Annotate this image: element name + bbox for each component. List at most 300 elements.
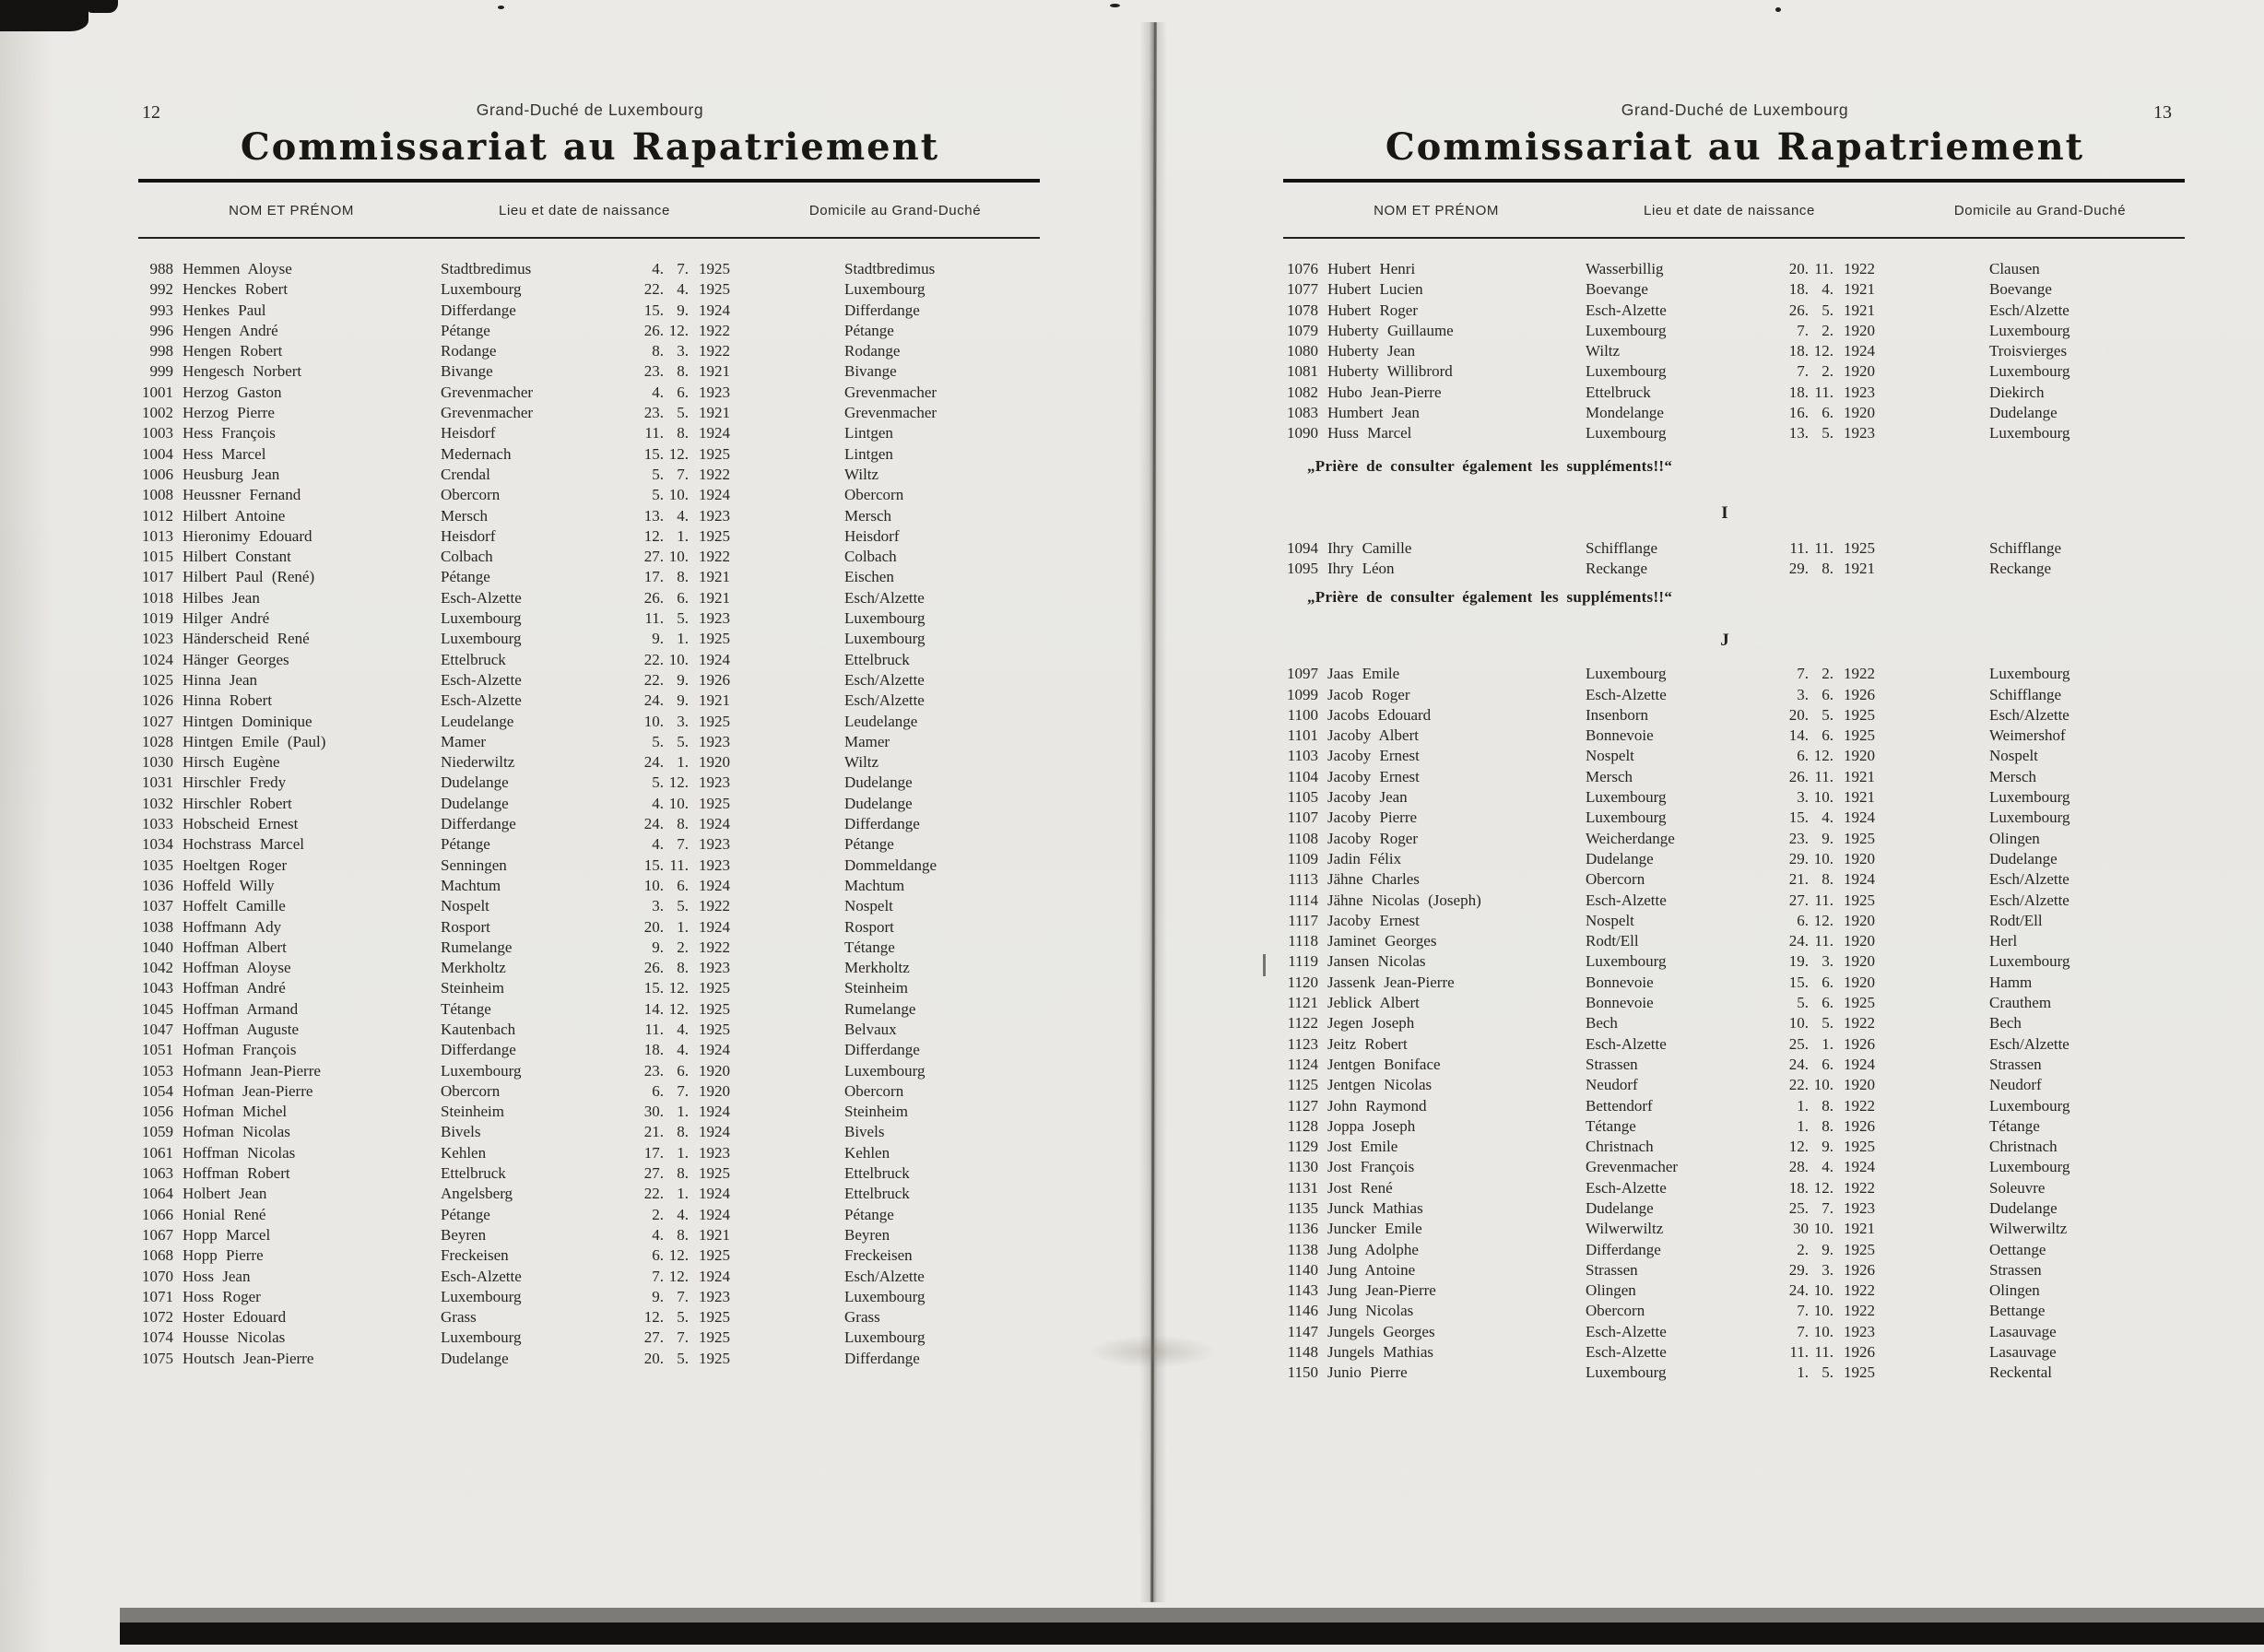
birthplace: Dudelange bbox=[441, 773, 509, 792]
entry-number: 1034 bbox=[142, 835, 173, 854]
scan-smudge bbox=[1088, 1335, 1217, 1368]
domicile: Strassen bbox=[1989, 1260, 2042, 1279]
column-headers bbox=[129, 183, 1051, 237]
birthplace: Nospelt bbox=[441, 897, 489, 915]
person-name: Hubert Roger bbox=[1327, 301, 1419, 319]
birth-year: 1921 bbox=[1844, 301, 1875, 319]
birth-month: 3. bbox=[677, 712, 689, 730]
register-rows-h2 bbox=[1274, 259, 2196, 444]
register-row bbox=[1274, 538, 2196, 559]
birthplace: Rodange bbox=[441, 342, 497, 360]
entry-number: 1143 bbox=[1287, 1281, 1318, 1300]
register-row bbox=[1274, 829, 2196, 849]
birth-year: 1924 bbox=[699, 1123, 730, 1141]
birth-month: 4. bbox=[677, 1205, 689, 1223]
birth-month: 12. bbox=[668, 321, 689, 339]
birth-year: 1922 bbox=[1844, 1014, 1875, 1032]
domicile: Wilwerwiltz bbox=[1989, 1220, 2068, 1238]
register-row bbox=[1274, 1240, 2196, 1260]
birth-month: 4. bbox=[677, 506, 689, 525]
domicile: Dudelange bbox=[1989, 849, 2058, 867]
birth-day: 20. bbox=[1788, 260, 1809, 277]
person-name: Jungels Mathias bbox=[1327, 1343, 1434, 1362]
birth-year: 1926 bbox=[699, 670, 730, 689]
birth-day: 3. bbox=[1797, 788, 1809, 807]
domicile: Mamer bbox=[844, 732, 890, 750]
register-row bbox=[129, 567, 1051, 587]
register-row bbox=[1274, 279, 2196, 300]
domicile: Ettelbruck bbox=[844, 1185, 910, 1203]
entry-number: 1063 bbox=[142, 1164, 173, 1183]
register-row bbox=[1274, 746, 2196, 766]
entry-number: 1131 bbox=[1287, 1178, 1318, 1197]
birth-day: 1. bbox=[1797, 1096, 1809, 1115]
birth-day: 25. bbox=[1788, 1198, 1809, 1217]
birth-month: 6. bbox=[1822, 685, 1834, 703]
entry-number: 1047 bbox=[142, 1020, 173, 1038]
birthplace: Schifflange bbox=[1586, 538, 1658, 557]
birth-day: 18. bbox=[1788, 383, 1809, 401]
entry-number: 1030 bbox=[142, 753, 173, 772]
register-row bbox=[1274, 1280, 2196, 1301]
birth-month: 10. bbox=[1813, 788, 1834, 807]
person-name: Herzog Gaston bbox=[183, 383, 282, 401]
entry-number: 1127 bbox=[1287, 1096, 1318, 1115]
person-name: Heussner Fernand bbox=[183, 486, 301, 504]
domicile: Luxembourg bbox=[844, 609, 926, 628]
birth-year: 1923 bbox=[699, 773, 730, 792]
birth-month: 12. bbox=[1813, 342, 1834, 360]
birth-year: 1926 bbox=[1844, 1343, 1875, 1362]
birth-day: 20. bbox=[1788, 705, 1809, 724]
domicile: Beyren bbox=[844, 1225, 890, 1244]
birth-month: 10. bbox=[668, 650, 689, 668]
entry-number: 1032 bbox=[142, 794, 173, 812]
birth-year: 1920 bbox=[1844, 932, 1875, 950]
entry-number: 1105 bbox=[1287, 788, 1318, 807]
domicile: Reckental bbox=[1989, 1363, 2052, 1382]
scan-left-edge-shadow bbox=[0, 0, 65, 1652]
birthplace: Luxembourg bbox=[1586, 321, 1667, 339]
birthplace: Mondelange bbox=[1586, 404, 1664, 422]
birth-month: 1. bbox=[677, 753, 689, 772]
domicile: Hamm bbox=[1989, 973, 2033, 991]
entry-number: 1051 bbox=[142, 1041, 173, 1059]
register-row bbox=[1274, 808, 2196, 828]
birth-month: 10. bbox=[1813, 1281, 1834, 1300]
birthplace: Rosport bbox=[441, 917, 490, 936]
birthplace: Niederwiltz bbox=[441, 753, 515, 772]
register-row bbox=[129, 301, 1051, 321]
domicile: Luxembourg bbox=[1989, 362, 2070, 381]
birth-year: 1925 bbox=[699, 712, 730, 730]
birth-month: 5. bbox=[677, 404, 689, 422]
birth-day: 18. bbox=[1788, 280, 1809, 299]
birth-day: 7. bbox=[652, 1267, 664, 1285]
birth-month: 9. bbox=[677, 670, 689, 689]
birthplace: Bech bbox=[1586, 1014, 1618, 1032]
domicile: Strassen bbox=[1989, 1055, 2042, 1073]
birth-day: 1. bbox=[1797, 1363, 1809, 1382]
birthplace: Colbach bbox=[441, 548, 493, 566]
domicile: Diekirch bbox=[1989, 383, 2045, 401]
birthplace: Nospelt bbox=[1586, 747, 1634, 765]
domicile: Steinheim bbox=[844, 979, 908, 997]
entry-number: 1108 bbox=[1287, 829, 1318, 847]
register-row bbox=[1274, 705, 2196, 726]
register-row bbox=[129, 917, 1051, 938]
register-row bbox=[129, 1143, 1051, 1163]
person-name: Heusburg Jean bbox=[183, 465, 280, 483]
birthplace: Luxembourg bbox=[1586, 665, 1667, 683]
domicile: Wiltz bbox=[844, 465, 879, 483]
birth-day: 2. bbox=[652, 1205, 664, 1223]
scan-bottom-gray-bar bbox=[120, 1608, 2264, 1622]
birth-month: 11. bbox=[1814, 932, 1834, 950]
birth-month: 12. bbox=[668, 999, 689, 1018]
person-name: Jung Jean-Pierre bbox=[1327, 1281, 1436, 1300]
domicile: Soleuvre bbox=[1989, 1178, 2046, 1197]
birth-year: 1926 bbox=[1844, 1034, 1875, 1053]
person-name: Jadin Félix bbox=[1327, 849, 1402, 867]
domicile: Bettange bbox=[1989, 1302, 2046, 1320]
birth-day: 10. bbox=[643, 712, 664, 730]
person-name: Hoffman Armand bbox=[183, 999, 299, 1018]
birth-day: 4. bbox=[652, 383, 664, 401]
birthplace: Dudelange bbox=[1586, 849, 1654, 867]
birthplace: Rodt/Ell bbox=[1586, 932, 1639, 950]
entry-number: 1113 bbox=[1288, 870, 1318, 889]
birth-month: 11. bbox=[1814, 383, 1834, 401]
entry-number: 1019 bbox=[142, 609, 173, 628]
birth-month: 6. bbox=[1822, 726, 1834, 745]
birth-day: 6. bbox=[652, 1246, 664, 1265]
column-header-name: NOM ET PRÉNOM bbox=[1374, 203, 1499, 218]
register-row bbox=[1274, 1301, 2196, 1321]
register-row bbox=[1274, 1342, 2196, 1363]
entry-number: 1004 bbox=[142, 444, 173, 463]
domicile: Dudelange bbox=[844, 773, 913, 792]
birth-day: 6. bbox=[652, 1081, 664, 1100]
domicile: Esch/Alzette bbox=[844, 670, 925, 689]
person-name: Hilbes Jean bbox=[183, 588, 260, 607]
register-row bbox=[129, 506, 1051, 526]
birth-day: 4. bbox=[652, 260, 664, 277]
entry-number: 998 bbox=[149, 342, 173, 360]
birth-year: 1923 bbox=[699, 732, 730, 750]
birth-year: 1925 bbox=[1844, 538, 1875, 557]
person-name: Jentgen Nicolas bbox=[1327, 1076, 1433, 1094]
register-row bbox=[129, 958, 1051, 978]
birth-day: 18. bbox=[1788, 342, 1809, 360]
birth-year: 1925 bbox=[699, 1020, 730, 1038]
entry-number: 999 bbox=[149, 362, 173, 381]
register-row bbox=[129, 1349, 1051, 1369]
birth-day: 18. bbox=[643, 1041, 664, 1059]
birth-year: 1922 bbox=[699, 321, 730, 339]
birthplace: Esch-Alzette bbox=[441, 588, 522, 607]
scan-bottom-black-bar bbox=[120, 1622, 2264, 1645]
birth-day: 26. bbox=[643, 959, 664, 977]
birth-year: 1925 bbox=[1844, 891, 1875, 909]
birth-month: 2. bbox=[1822, 362, 1834, 381]
person-name: Hoster Edouard bbox=[183, 1308, 287, 1327]
person-name: Hofman Nicolas bbox=[183, 1123, 290, 1141]
birthplace: Luxembourg bbox=[441, 280, 522, 299]
birthplace: Grevenmacher bbox=[441, 404, 534, 422]
birth-year: 1925 bbox=[699, 794, 730, 812]
entry-number: 1033 bbox=[142, 815, 173, 833]
birth-year: 1923 bbox=[1844, 1322, 1875, 1340]
birth-year: 1924 bbox=[699, 1185, 730, 1203]
birthplace: Esch-Alzette bbox=[1586, 891, 1667, 909]
birth-month: 3. bbox=[677, 342, 689, 360]
entry-number: 1042 bbox=[142, 959, 173, 977]
birth-year: 1924 bbox=[699, 301, 730, 319]
birthplace: Neudorf bbox=[1586, 1076, 1638, 1094]
register-row bbox=[129, 1287, 1051, 1307]
column-header-birth: Lieu et date de naissance bbox=[1644, 203, 1815, 218]
person-name: Holbert Jean bbox=[183, 1185, 267, 1203]
person-name: Hubo Jean-Pierre bbox=[1327, 383, 1442, 401]
birth-year: 1924 bbox=[699, 1103, 730, 1121]
entry-number: 1097 bbox=[1287, 665, 1318, 683]
birth-day: 28. bbox=[1788, 1158, 1809, 1176]
birth-day: 10. bbox=[643, 876, 664, 894]
birth-year: 1923 bbox=[699, 1287, 730, 1305]
birth-year: 1920 bbox=[1844, 952, 1875, 971]
scan-artifact-top-left bbox=[0, 0, 88, 31]
person-name: Hengesch Norbert bbox=[183, 362, 302, 381]
entry-number: 1067 bbox=[142, 1225, 173, 1244]
birthplace: Leudelange bbox=[441, 712, 514, 730]
domicile: Rosport bbox=[844, 917, 894, 936]
birth-year: 1921 bbox=[1844, 767, 1875, 785]
entry-number: 1056 bbox=[142, 1103, 173, 1121]
domicile: Lasauvage bbox=[1989, 1343, 2057, 1362]
register-row bbox=[129, 361, 1051, 382]
birth-day: 29. bbox=[1788, 1260, 1809, 1279]
birth-day: 15. bbox=[643, 856, 664, 874]
birth-day: 7. bbox=[1797, 321, 1809, 339]
domicile: Kehlen bbox=[844, 1143, 890, 1162]
birth-month: 5. bbox=[677, 609, 689, 628]
birth-month: 8. bbox=[677, 959, 689, 977]
birth-day: 22. bbox=[643, 650, 664, 668]
birth-year: 1922 bbox=[1844, 1302, 1875, 1320]
birth-day: 23. bbox=[643, 404, 664, 422]
birth-year: 1925 bbox=[699, 1164, 730, 1183]
person-name: Housse Nicolas bbox=[183, 1328, 286, 1347]
birth-day: 3. bbox=[652, 897, 664, 915]
person-name: Jung Adolphe bbox=[1327, 1240, 1419, 1258]
domicile: Dommeldange bbox=[844, 856, 937, 874]
scan-speck bbox=[1110, 4, 1120, 7]
domicile: Boevange bbox=[1989, 280, 2052, 299]
person-name: Jähne Nicolas (Joseph) bbox=[1327, 891, 1481, 909]
register-row bbox=[129, 999, 1051, 1020]
birth-year: 1920 bbox=[1844, 404, 1875, 422]
birthplace: Tétange bbox=[441, 999, 491, 1018]
birth-day: 26. bbox=[643, 321, 664, 339]
entry-number: 1130 bbox=[1287, 1158, 1318, 1176]
birthplace: Crendal bbox=[441, 465, 490, 483]
register-row bbox=[129, 856, 1051, 876]
domicile: Differdange bbox=[844, 815, 920, 833]
birthplace: Medernach bbox=[441, 444, 512, 463]
domicile: Grevenmacher bbox=[844, 383, 937, 401]
birth-year: 1921 bbox=[1844, 559, 1875, 577]
birth-month: 11. bbox=[1814, 767, 1834, 785]
domicile: Bech bbox=[1989, 1014, 2022, 1032]
birth-month: 7. bbox=[677, 465, 689, 483]
person-name: Hoffman Nicolas bbox=[183, 1143, 296, 1162]
register-row bbox=[129, 465, 1051, 485]
birth-year: 1922 bbox=[1844, 1281, 1875, 1300]
entry-number: 1114 bbox=[1288, 891, 1318, 909]
domicile: Stadtbredimus bbox=[844, 260, 936, 277]
register-row bbox=[129, 834, 1051, 855]
person-name: Hofman Jean-Pierre bbox=[183, 1081, 313, 1100]
birth-month: 6. bbox=[677, 588, 689, 607]
birthplace: Dudelange bbox=[441, 1349, 509, 1367]
birth-month: 1. bbox=[1822, 1034, 1834, 1053]
entry-number: 1061 bbox=[142, 1143, 173, 1162]
birth-day: 29. bbox=[1788, 849, 1809, 867]
birthplace: Olingen bbox=[1586, 1281, 1636, 1300]
birth-day: 27. bbox=[643, 1328, 664, 1347]
entry-number: 1083 bbox=[1287, 404, 1318, 422]
birth-year: 1922 bbox=[699, 897, 730, 915]
person-name: Humbert Jean bbox=[1327, 404, 1420, 422]
domicile: Esch/Alzette bbox=[1989, 870, 2069, 889]
birthplace: Luxembourg bbox=[1586, 788, 1667, 807]
birth-year: 1924 bbox=[1844, 342, 1875, 360]
birth-year: 1925 bbox=[1844, 726, 1875, 745]
birth-day: 22. bbox=[643, 1185, 664, 1203]
register-row bbox=[1274, 726, 2196, 746]
register-row bbox=[1274, 869, 2196, 890]
birth-day: 6. bbox=[1797, 911, 1809, 929]
birthplace: Obercorn bbox=[441, 1081, 501, 1100]
person-name: Huss Marcel bbox=[1327, 424, 1412, 442]
birth-day: 24. bbox=[643, 815, 664, 833]
birth-day: 30 bbox=[1793, 1220, 1809, 1238]
birth-month: 8. bbox=[677, 815, 689, 833]
birth-year: 1922 bbox=[699, 465, 730, 483]
birthplace: Esch-Alzette bbox=[441, 1267, 522, 1285]
birth-month: 11. bbox=[1814, 1343, 1834, 1362]
person-name: Ihry Camille bbox=[1327, 538, 1412, 557]
birth-day: 20. bbox=[643, 1349, 664, 1367]
birthplace: Strassen bbox=[1586, 1055, 1638, 1073]
person-name: Hirschler Robert bbox=[183, 794, 292, 812]
birth-day: 11. bbox=[644, 609, 664, 628]
birth-year: 1923 bbox=[699, 856, 730, 874]
birth-month: 5. bbox=[1822, 1363, 1834, 1382]
entry-number: 1117 bbox=[1288, 911, 1318, 929]
entry-number: 1077 bbox=[1287, 280, 1318, 299]
birth-year: 1924 bbox=[1844, 1055, 1875, 1073]
birth-day: 7. bbox=[1797, 665, 1809, 683]
birth-year: 1923 bbox=[699, 835, 730, 854]
entry-number: 1103 bbox=[1287, 747, 1318, 765]
entry-number: 1148 bbox=[1287, 1343, 1318, 1362]
birth-day: 18. bbox=[1788, 1178, 1809, 1197]
register-row bbox=[1274, 911, 2196, 931]
domicile: Olingen bbox=[1989, 829, 2040, 847]
person-name: Huberty Willibrord bbox=[1327, 362, 1453, 381]
person-name: Hochstrass Marcel bbox=[183, 835, 304, 854]
birthplace: Wilwerwiltz bbox=[1586, 1220, 1664, 1238]
birthplace: Pétange bbox=[441, 321, 490, 339]
birth-month: 5. bbox=[1822, 1014, 1834, 1032]
birth-year: 1924 bbox=[699, 917, 730, 936]
birthplace: Pétange bbox=[441, 1205, 490, 1223]
birth-month: 4. bbox=[1822, 280, 1834, 299]
birth-day: 24. bbox=[1788, 1055, 1809, 1073]
entry-number: 1035 bbox=[142, 856, 173, 874]
birthplace: Freckeisen bbox=[441, 1246, 509, 1265]
birthplace: Heisdorf bbox=[441, 424, 496, 442]
birth-month: 11. bbox=[1814, 260, 1834, 277]
birth-month: 10. bbox=[1813, 1220, 1834, 1238]
domicile: Luxembourg bbox=[844, 630, 926, 648]
register-row bbox=[1274, 1219, 2196, 1239]
birthplace: Steinheim bbox=[441, 1103, 504, 1121]
entry-number: 1119 bbox=[1288, 952, 1318, 971]
entry-number: 1125 bbox=[1287, 1076, 1318, 1094]
domicile: Esch/Alzette bbox=[1989, 705, 2069, 724]
person-name: Händerscheid René bbox=[183, 630, 310, 648]
entry-number: 1129 bbox=[1287, 1138, 1318, 1156]
birth-month: 2. bbox=[1822, 321, 1834, 339]
person-name: Herzog Pierre bbox=[183, 404, 275, 422]
entry-number: 992 bbox=[149, 280, 173, 299]
birth-day: 12. bbox=[643, 526, 664, 545]
register-row bbox=[1274, 559, 2196, 579]
entry-number: 1003 bbox=[142, 424, 173, 442]
birthplace: Machtum bbox=[441, 876, 501, 894]
register-row bbox=[1274, 1198, 2196, 1219]
entry-number: 1104 bbox=[1287, 767, 1318, 785]
register-row bbox=[1274, 891, 2196, 911]
entry-number: 1043 bbox=[142, 979, 173, 997]
birth-year: 1921 bbox=[1844, 1220, 1875, 1238]
register-row bbox=[129, 1225, 1051, 1245]
birthplace: Boevange bbox=[1586, 280, 1648, 299]
register-row bbox=[1274, 321, 2196, 341]
domicile: Ettelbruck bbox=[844, 650, 910, 668]
birthplace: Ettelbruck bbox=[441, 1164, 506, 1183]
person-name: Jung Antoine bbox=[1327, 1260, 1416, 1279]
register-row bbox=[129, 1307, 1051, 1328]
register-row bbox=[129, 547, 1051, 567]
birth-day: 26. bbox=[643, 588, 664, 607]
birth-year: 1925 bbox=[1844, 1240, 1875, 1258]
register-row bbox=[1274, 787, 2196, 808]
person-name: Hess François bbox=[183, 424, 276, 442]
birthplace: Luxembourg bbox=[1586, 808, 1667, 827]
birthplace: Differdange bbox=[1586, 1240, 1661, 1258]
header-rule-bottom bbox=[1283, 237, 2185, 239]
person-name: Hoffmann Ady bbox=[183, 917, 282, 936]
birthplace: Christnach bbox=[1586, 1138, 1654, 1156]
page-13 bbox=[1274, 88, 2196, 1384]
person-name: Junio Pierre bbox=[1327, 1363, 1408, 1382]
domicile: Herl bbox=[1989, 932, 2018, 950]
birth-day: 15. bbox=[1788, 973, 1809, 991]
